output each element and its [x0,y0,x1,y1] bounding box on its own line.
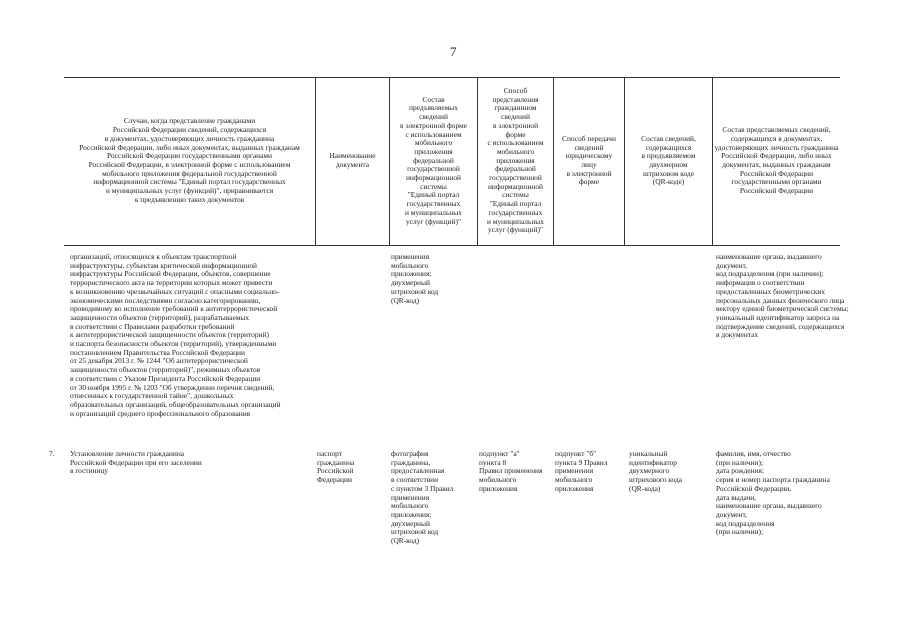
row-7-cases: Установление личности гражданина Российской Федерации при его заселении в гостиницу [70,449,202,476]
row-7-transfer-method: подпункт "б" пункта 9 Правил применения мобильного приложения [555,449,608,493]
row-7-data-composition: фотография гражданина, предоставленная в соответствии с пунктом 3 Правил применения мобильного приложения; двухмерный штриховой код (QR-код) [391,449,454,546]
header-data-composition: Состав предъявляемых сведений в электронной форме с использованием мобильного приложения федеральной государственной информационной системы "Единый портал государственных и муниципальных услуг (функций)" [400,94,467,226]
continued-row-data-composition: применения мобильного приложения; двухмерный штриховой код (QR-код) [391,252,439,305]
continued-row-document-data: наименование органа, выдавшего документ, код подразделения (при наличии); информация о соответствии предоставленных биометрических персональных данных физического лица вектору единой биометрической системы; уникальный идентификатор запроса на подтверждение сведений, содержащихся в документах [716,252,849,340]
header-transfer-method: Способ передачи сведений юридическому лицу в электронной форме [562,133,616,187]
row-7-submission-method: подпункт "а" пункта 8 Правил применения мобильного приложения [479,449,543,493]
header-submission-method: Способ представления гражданином сведений в электронной форме с использованием мобильного приложения федеральной государственной информационной системы "Единый портал государственных и муниципальных услуг (функций)" [487,86,544,235]
table-header-rule [64,245,840,246]
row-number: 7. [49,449,55,458]
row-7-qr-contents: уникальный идентификатор двухмерного штрихового кода (QR-кода) [629,449,683,493]
row-7-document-data: фамилия, имя, отчество (при наличии); дата рождения; серия и номер паспорта гражданина Российской Федерации, дата выдачи, наименование органа, выдавшего документ, код подразделения (при наличии); [716,449,830,537]
header-document-name: Наименование документа [329,151,376,169]
page-number: 7 [450,44,457,59]
continued-row-cases: организаций, относящихся к объектам транспортной инфраструктуры, субъектам критической информационной инфраструктуры Российской Федерации, объектов, совершение террористического акта на территории которых может привести к возникновению чрезвычайных ситуаций с опасными социально- экономическими последствиями согласно категорированию, проводимому во исполнение требований к антитеррористической защищенности объектов (территорий), разрабатываемых в соответствии с Правилами разработки требований к антитеррористической защищенности объектов (территорий) и паспорта безопасности объектов (территорий), утвержденными постановлением Правительства Российской Федерации от 25 декабря 2013 г. № 1244 "Об антитеррористической защищенности объектов (территорий)", режимных объектов в соответствии с Указом Президента Российской Федерации от 30 ноября 1995 г. № 1203 "Об утверждении перечня сведений, отнесенных к государственной тайне", дошкольных образовательных организаций, общеобразовательных организаций и организаций среднего профессионального образования [70,252,281,418]
header-document-data: Состав представляемых сведений, содержащихся в документах, удостоверяющих личность гражданина Российской Федерации, либо иных документах, выданных гражданам Российской Федерации государственными органами Российской Федерации [714,125,839,196]
header-qr-contents: Состав сведений, содержащихся в предъявляемом двухмерном штриховом коде (QR-коде) [641,133,696,187]
header-cases: Случаи, когда представление гражданами Российской Федерации сведений, содержащихся в документах, удостоверяющих личность гражданина Российской Федерации, либо иных документах, выданных гражданам Российской Федерации государственными органами Российской Федерации, в электронной форме с использованием мобильного приложения федеральной государственной информационной системы "Единый портал государственных и муниципальных услуг (функций)", приравнивается к предъявлению таких документов [79,116,300,204]
row-7-document-name: паспорт гражданина Российской Федерации [317,449,355,485]
